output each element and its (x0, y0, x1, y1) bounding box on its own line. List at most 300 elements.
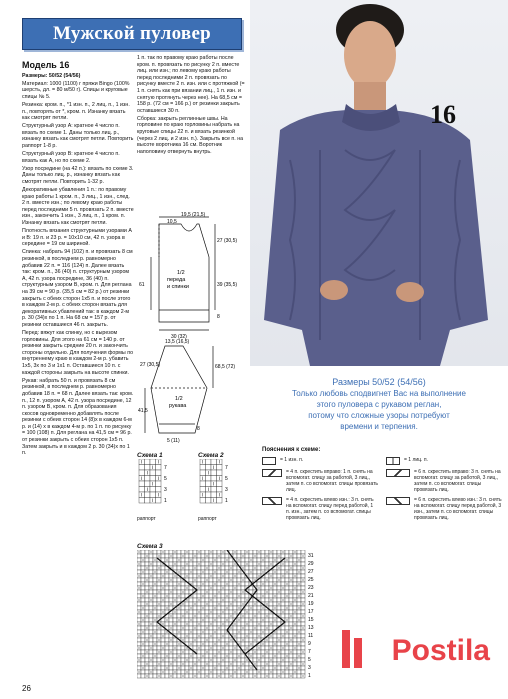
grid-cell (253, 570, 257, 574)
grid-cell (253, 654, 257, 658)
grid-cell (181, 658, 185, 662)
grid-cell (193, 594, 197, 598)
grid-cell (245, 626, 249, 630)
grid-cell (229, 586, 233, 590)
grid-cell (277, 634, 281, 638)
grid-cell (281, 666, 285, 670)
grid-cell (145, 634, 149, 638)
grid-cell (297, 614, 301, 618)
grid-cell (237, 590, 241, 594)
cross-right-6-symbol (386, 469, 410, 477)
grid-cell (145, 618, 149, 622)
grid-cell (157, 598, 161, 602)
grid-cell (177, 658, 181, 662)
grid-cell (241, 574, 245, 578)
grid-cell (137, 582, 141, 586)
grid-cell (213, 554, 217, 558)
grid-cell (241, 582, 245, 586)
grid-cell (165, 670, 169, 674)
grid-cell (225, 610, 229, 614)
grid-cell (137, 642, 141, 646)
grid-cell (257, 594, 261, 598)
grid-cell (245, 662, 249, 666)
grid-cell (249, 550, 253, 554)
grid-cell (173, 614, 177, 618)
cross-left-6-symbol (386, 497, 410, 505)
grid-cell (237, 658, 241, 662)
grid-cell (221, 578, 225, 582)
grid-cell (141, 614, 145, 618)
grid-cell (225, 662, 229, 666)
grid-cell (181, 586, 185, 590)
grid-cell (217, 465, 223, 471)
grid-cell (149, 618, 153, 622)
row-number: 11 (308, 633, 314, 639)
grid-cell (301, 634, 305, 638)
grid-cell (301, 550, 305, 554)
grid-cell (233, 590, 237, 594)
grid-cell (157, 574, 161, 578)
grid-cell (185, 654, 189, 658)
grid-cell (217, 654, 221, 658)
grid-cell (197, 594, 201, 598)
grid-cell (177, 626, 181, 630)
grid-cell (297, 574, 301, 578)
grid-cell (249, 634, 253, 638)
grid-cell (221, 630, 225, 634)
grid-cell (253, 634, 257, 638)
grid-cell (193, 598, 197, 602)
grid-cell (289, 562, 293, 566)
grid-cell (153, 574, 157, 578)
grid-cell (201, 598, 205, 602)
grid-cell (173, 650, 177, 654)
grid-cell (213, 670, 217, 674)
grid-cell (177, 586, 181, 590)
grid-cell (301, 598, 305, 602)
grid-cell (157, 582, 161, 586)
grid-cell (297, 554, 301, 558)
grid-cell (229, 666, 233, 670)
grid-cell (257, 630, 261, 634)
grid-cell (181, 582, 185, 586)
grid-cell (233, 666, 237, 670)
grid-cell (249, 674, 253, 678)
grid-cell (273, 674, 277, 678)
grid-cell (137, 618, 141, 622)
grid-cell (145, 642, 149, 646)
grid-cell (245, 558, 249, 562)
grid-cell (165, 598, 169, 602)
grid-cell (269, 638, 273, 642)
row-number: 7 (225, 465, 228, 471)
grid-cell (173, 642, 177, 646)
grid-cell (189, 574, 193, 578)
grid-cell (297, 662, 301, 666)
grid-cell (209, 582, 213, 586)
grid-cell (185, 662, 189, 666)
grid-cell (265, 666, 269, 670)
grid-cell (149, 590, 153, 594)
scheme-3-title: Схема 3 (137, 543, 163, 550)
grid-cell (229, 670, 233, 674)
grid-cell (181, 630, 185, 634)
grid-cell (177, 646, 181, 650)
legend-title: Пояснения к схеме: (262, 447, 321, 453)
grid-cell (269, 554, 273, 558)
grid-cell (237, 626, 241, 630)
col1-paragraph: Рукав: набрать 50 п. и провязать 8 см резинкой, в последнем р. равномерно добавив 18 п. = 68 п. Далее вязать так: кром. п., 12 п. узором A, 42 п. узора посредине, 12 п. узором B, кром. п. Для образования скосов одновременно добавлять после резинки с обеих сторон 14 (8)х в каждом 6-м р. и (14) х в каждом 4-м р. по 1 п. по рисунку = 100 (108) п. Для реглана на 41,5 см = 96 р. от резинки закрыть с обеих сторон 1х5 п. Затем закрыть и в каждом 2 р. 30 (34)х по 1 п. (22, 377, 134, 457)
grid-cell (233, 654, 237, 658)
row-number: 15 (308, 617, 314, 623)
grid-cell (181, 646, 185, 650)
grid-cell (169, 562, 173, 566)
grid-cell (189, 554, 193, 558)
row-number: 27 (308, 569, 314, 575)
grid-cell (173, 674, 177, 678)
grid-cell (241, 630, 245, 634)
row-number: 13 (308, 625, 314, 631)
grid-cell (153, 610, 157, 614)
grid-cell (213, 650, 217, 654)
grid-cell (193, 642, 197, 646)
grid-cell (237, 622, 241, 626)
grid-cell (211, 487, 217, 493)
grid-cell (209, 666, 213, 670)
grid-cell (137, 662, 141, 666)
grid-cell (153, 554, 157, 558)
grid-cell (261, 586, 265, 590)
grid-cell (193, 610, 197, 614)
grid-cell (221, 606, 225, 610)
grid-cell (273, 598, 277, 602)
watermark: Postila (391, 634, 490, 667)
grid-cell (281, 650, 285, 654)
grid-cell (217, 666, 221, 670)
grid-cell (205, 598, 209, 602)
grid-cell (281, 638, 285, 642)
grid-cell (229, 646, 233, 650)
grid-cell (173, 626, 177, 630)
grid-cell (145, 550, 149, 554)
grid-cell (221, 666, 225, 670)
grid-cell (277, 594, 281, 598)
grid-cell (165, 646, 169, 650)
grid-cell (177, 622, 181, 626)
schematic-sleeve (137, 338, 247, 448)
grid-cell (273, 650, 277, 654)
grid-cell (257, 662, 261, 666)
grid-cell (197, 662, 201, 666)
grid-cell (289, 670, 293, 674)
grid-cell (185, 626, 189, 630)
grid-cell (225, 574, 229, 578)
grid-cell (145, 658, 149, 662)
grid-cell (257, 674, 261, 678)
grid-cell (206, 459, 212, 465)
grid-cell (156, 498, 162, 504)
grid-cell (145, 630, 149, 634)
grid-cell (157, 594, 161, 598)
grid-cell (169, 586, 173, 590)
grid-cell (149, 606, 153, 610)
grid-cell (149, 602, 153, 606)
grid-cell (206, 481, 212, 487)
grid-cell (181, 570, 185, 574)
grid-cell (261, 626, 265, 630)
grid-cell (141, 634, 145, 638)
dim-width: 30 (32) (171, 334, 187, 340)
grid-cell (169, 550, 173, 554)
grid-cell (185, 558, 189, 562)
grid-cell (137, 578, 141, 582)
grid-cell (273, 662, 277, 666)
grid-cell (249, 626, 253, 630)
grid-cell (261, 566, 265, 570)
grid-cell (289, 610, 293, 614)
grid-cell (185, 590, 189, 594)
grid-cell (233, 582, 237, 586)
grid-cell (149, 582, 153, 586)
grid-cell (253, 670, 257, 674)
grid-cell (161, 674, 165, 678)
grid-cell (261, 614, 265, 618)
grid-cell (253, 606, 257, 610)
grid-cell (177, 598, 181, 602)
grid-cell (145, 492, 151, 498)
grid-cell (197, 650, 201, 654)
grid-cell (141, 622, 145, 626)
grid-cell (197, 570, 201, 574)
grid-cell (249, 614, 253, 618)
grid-cell (249, 554, 253, 558)
grid-cell (217, 582, 221, 586)
grid-cell (145, 562, 149, 566)
grid-cell (293, 638, 297, 642)
grid-cell (277, 550, 281, 554)
schematic-front-back (137, 212, 247, 342)
grid-cell (253, 574, 257, 578)
grid-cell (269, 558, 273, 562)
grid-cell (193, 630, 197, 634)
grid-cell (161, 606, 165, 610)
row-number: 29 (308, 561, 314, 567)
grid-cell (293, 594, 297, 598)
grid-cell (249, 622, 253, 626)
col2-paragraph: Сборка: закрыть реглинные швы. На горловине по краю горловины набрать на круговые спицы 22 п. и вязать резинкой (через 2 лиц. и 2 изн. п.). Закрыть все п. на высоте воротника 16 см. Воротник наполовину отвернуть внутрь. (137, 115, 244, 155)
row-number: 5 (308, 657, 311, 663)
grid-cell (269, 578, 273, 582)
grid-cell (213, 598, 217, 602)
sizes-line-3: потому что сложные узоры потребуют (308, 411, 450, 420)
grid-cell (173, 654, 177, 658)
cross-right-4-symbol (262, 469, 282, 477)
grid-cell (293, 602, 297, 606)
grid-cell (297, 610, 301, 614)
grid-cell (169, 670, 173, 674)
grid-cell (261, 554, 265, 558)
grid-cell (269, 626, 273, 630)
grid-cell (213, 586, 217, 590)
grid-cell (289, 642, 293, 646)
grid-cell (209, 618, 213, 622)
row-number: 5 (164, 476, 167, 482)
grid-cell (261, 610, 265, 614)
grid-cell (225, 602, 229, 606)
grid-cell (206, 465, 212, 471)
grid-cell (211, 470, 217, 476)
grid-cell (237, 662, 241, 666)
grid-cell (200, 498, 206, 504)
grid-cell (281, 582, 285, 586)
grid-cell (229, 574, 233, 578)
col1-paragraph: Декоративные убавления 1 п.: по правому краю работы 1 кром. п., 3 лиц., 1 изн., след. 2 п. вместе изн.; по левому краю работы перед последними 5 п. провязать 2 п. вместе изн., закончить 1 изн., 3 лиц. п., 1 кром. п. Изнанку вязать как смотрят петли. (22, 187, 134, 227)
grid-cell (301, 618, 305, 622)
grid-cell (157, 642, 161, 646)
grid-cell (201, 602, 205, 606)
grid-cell (277, 666, 281, 670)
grid-cell (201, 658, 205, 662)
sleeve-dim-rib: 8 (197, 426, 200, 432)
grid-cell (153, 550, 157, 554)
grid-cell (301, 670, 305, 674)
grid-cell (285, 598, 289, 602)
col1-paragraph: Плотность вязания структурными узорами A и B: 19 п. и 23 р. = 10х10 см, 42 п. узора в середине = 19 см шириной. (22, 228, 132, 248)
grid-cell (161, 570, 165, 574)
grid-cell (209, 642, 213, 646)
grid-cell (293, 674, 297, 678)
grid-cell (221, 662, 225, 666)
grid-cell (209, 662, 213, 666)
grid-cell (285, 566, 289, 570)
grid-cell (273, 646, 277, 650)
col1-paragraph: Резинка: кром. п., *1 изн. п., 2 лиц. п., 1 изн. п., повторять от *, кром. п. Изнанку вязать как смотрят петли. (22, 101, 130, 122)
grid-cell (245, 570, 249, 574)
grid-cell (201, 586, 205, 590)
grid-cell (249, 574, 253, 578)
grid-cell (273, 586, 277, 590)
grid-cell (273, 578, 277, 582)
grid-cell (145, 622, 149, 626)
grid-cell (217, 618, 221, 622)
grid-cell (217, 598, 221, 602)
grid-cell (297, 670, 301, 674)
grid-cell (277, 606, 281, 610)
grid-cell (293, 626, 297, 630)
grid-cell (269, 666, 273, 670)
grid-cell (229, 558, 233, 562)
grid-cell (237, 578, 241, 582)
grid-cell (281, 578, 285, 582)
grid-cell (193, 622, 197, 626)
grid-cell (156, 470, 162, 476)
grid-cell (185, 566, 189, 570)
grid-cell (149, 662, 153, 666)
grid-cell (141, 590, 145, 594)
grid-cell (197, 578, 201, 582)
grid-cell (245, 630, 249, 634)
grid-cell (297, 566, 301, 570)
grid-cell (221, 626, 225, 630)
grid-cell (269, 674, 273, 678)
grid-cell (177, 614, 181, 618)
scheme-1 (137, 452, 193, 522)
grid-cell (225, 646, 229, 650)
row-number: 7 (308, 649, 311, 655)
grid-cell (213, 646, 217, 650)
col2-paragraph: 1 п. так по правому краю работы после кром. п. провязать по рисунку 2 п. вместе лиц. или изн.; по левому краю работы перед последними 2 п. провязать по рисунку вместе 2 п. изн. или с протяжкой (= 1 п. снять как при вязании лиц., 1 п. изн. и снятую протянуть через нее). На 68,5 см = 158 р. (72 см = 166 р.) от резинки закрыть оставшиеся 30 п. (137, 55, 245, 114)
grid-cell (265, 550, 269, 554)
grid-cell (161, 554, 165, 558)
grid-cell (173, 662, 177, 666)
grid-cell (153, 578, 157, 582)
grid-cell (157, 658, 161, 662)
grid-cell (206, 476, 212, 482)
grid-cell (233, 630, 237, 634)
grid-cell (221, 558, 225, 562)
grid-cell (141, 674, 145, 678)
grid-cell (197, 642, 201, 646)
grid-cell (211, 459, 217, 465)
scheme-1-grid (137, 459, 193, 511)
grid-cell (177, 670, 181, 674)
grid-cell (285, 610, 289, 614)
grid-cell (265, 562, 269, 566)
grid-cell (285, 586, 289, 590)
grid-cell (265, 654, 269, 658)
grid-cell (221, 618, 225, 622)
grid-cell (265, 646, 269, 650)
dim-top: 19,5 (21,5) (181, 212, 206, 218)
grid-cell (225, 586, 229, 590)
grid-cell (233, 602, 237, 606)
grid-cell (277, 670, 281, 674)
grid-cell (285, 622, 289, 626)
grid-cell (225, 554, 229, 558)
grid-cell (213, 626, 217, 630)
grid-cell (237, 554, 241, 558)
grid-cell (301, 666, 305, 670)
grid-cell (141, 602, 145, 606)
grid-cell (139, 498, 145, 504)
dim-rib: 8 (217, 314, 220, 320)
grid-cell (213, 578, 217, 582)
grid-cell (293, 666, 297, 670)
grid-cell (249, 602, 253, 606)
grid-cell (169, 646, 173, 650)
grid-cell (229, 658, 233, 662)
grid-cell (205, 574, 209, 578)
grid-cell (249, 638, 253, 642)
grid-cell (197, 626, 201, 630)
grid-cell (177, 554, 181, 558)
grid-cell (217, 606, 221, 610)
grid-cell (233, 578, 237, 582)
grid-cell (205, 654, 209, 658)
grid-cell (289, 550, 293, 554)
grid-cell (301, 586, 305, 590)
grid-cell (201, 650, 205, 654)
grid-cell (293, 558, 297, 562)
grid-cell (205, 610, 209, 614)
grid-cell (241, 598, 245, 602)
grid-cell (269, 602, 273, 606)
grid-cell (293, 570, 297, 574)
grid-cell (293, 590, 297, 594)
grid-cell (281, 554, 285, 558)
grid-cell (265, 610, 269, 614)
grid-cell (137, 654, 141, 658)
